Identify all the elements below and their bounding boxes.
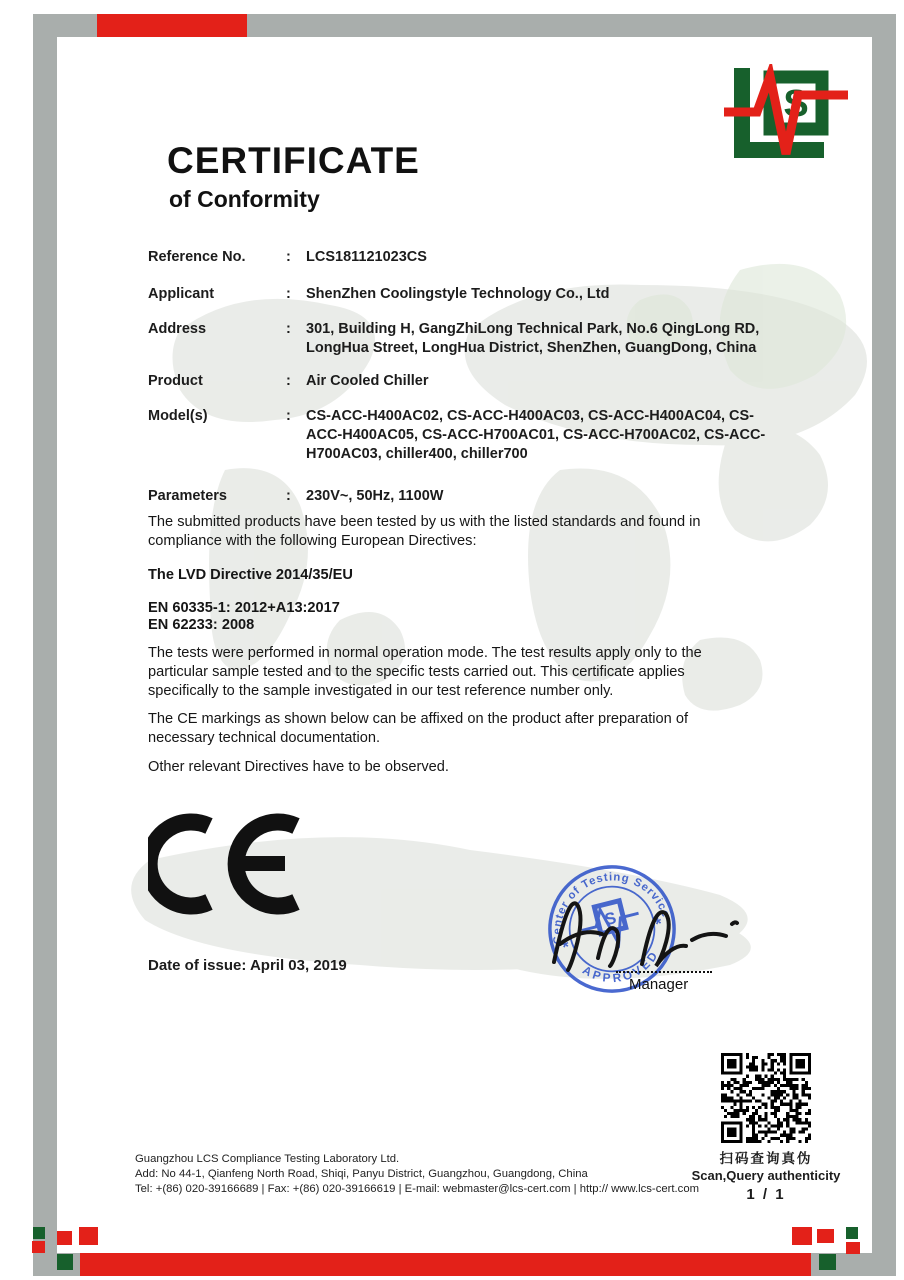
standard-line-2: EN 62233: 2008 <box>148 617 255 633</box>
page-number: 1 / 1 <box>746 1186 786 1203</box>
field-value: CS-ACC-H400AC02, CS-ACC-H400AC03, CS-ACC-H400AC04, CS-ACC-H400AC05, CS-ACC-H700AC01, CS-ACC-H700AC02, CS-ACC-H700AC03, chiller400, chiller700 <box>306 408 766 462</box>
field-row-applicant <box>148 285 788 304</box>
paragraph-intro: The submitted products have been tested by us with the listed standards and found in compliance with the following European Directives: <box>148 514 701 549</box>
field-label: Reference No. <box>148 249 246 265</box>
field-value: LCS181121023CS <box>306 249 427 265</box>
signature-role-label: Manager <box>629 976 689 993</box>
field-label: Parameters <box>148 488 227 504</box>
signature-line <box>616 971 712 973</box>
footer-contacts: Tel: +(86) 020-39166689 | Fax: +(86) 020-39166619 | E-mail: webmaster@lcs-cert.com | http:// www.lcs-cert.com <box>135 1183 700 1195</box>
field-row-product <box>148 372 788 391</box>
qr-caption-english: Scan,Query authenticity <box>691 1168 841 1183</box>
qr-code <box>680 1053 852 1143</box>
footer-address: Add: No 44-1, Qianfeng North Road, Shiqi, Panyu District, Guangzhou, Guangdong, China <box>135 1168 588 1180</box>
field-value: ShenZhen Coolingstyle Technology Co., Ltd <box>306 286 610 302</box>
stamp-top-text: Center of Testing Service <box>551 871 672 945</box>
field-colon: : <box>286 408 291 424</box>
stamp-bottom-text: APPROVED <box>580 947 662 986</box>
qr-caption-chinese: 扫码查询真伪 <box>719 1151 813 1166</box>
paragraph-ce-markings: The CE markings as shown below can be affixed on the product after preparation of necessary technical documentation. <box>148 711 689 746</box>
ce-mark-logo <box>148 810 304 918</box>
paragraph-other-directives: Other relevant Directives have to be observed. <box>148 759 449 775</box>
qr-block <box>680 1053 852 1203</box>
field-value: 301, Building H, GangZhiLong Technical Park, No.6 QingLong RD, LongHua Street, LongHua District, ShenZhen, GuangDong, China <box>306 321 760 356</box>
field-row-parameters <box>148 487 788 506</box>
stamp-star-right: * <box>653 913 665 934</box>
field-value: 230V~, 50Hz, 1100W <box>306 488 444 504</box>
stamp-center-letter: S <box>602 908 619 930</box>
field-colon: : <box>286 249 291 265</box>
field-colon: : <box>286 321 291 337</box>
standard-line-1: EN 60335-1: 2012+A13:2017 <box>148 600 340 616</box>
date-of-issue: Date of issue: April 03, 2019 <box>148 957 347 974</box>
field-colon: : <box>286 488 291 504</box>
page-subtitle: of Conformity <box>169 186 320 212</box>
page-title: CERTIFICATE <box>167 140 420 181</box>
field-label: Applicant <box>148 286 215 302</box>
field-row-address <box>148 320 788 358</box>
lcs-logo-letter: S <box>783 83 809 125</box>
field-label: Product <box>148 373 203 389</box>
field-row-models <box>148 407 788 464</box>
field-value: Air Cooled Chiller <box>306 373 429 389</box>
stamp-star-left: * <box>560 936 572 957</box>
footer-lab-name: Guangzhou LCS Compliance Testing Laboratory Ltd. <box>135 1153 400 1165</box>
field-label: Address <box>148 321 207 337</box>
field-colon: : <box>286 286 291 302</box>
paragraph-tests: The tests were performed in normal operation mode. The test results apply only to the particular sample tested and to the specific tests carried out. This certificate applies specifically to the sample investigated in our test reference number only. <box>148 645 702 699</box>
field-row-reference <box>148 248 788 267</box>
field-label: Model(s) <box>148 408 208 424</box>
paragraph-lvd-directive: The LVD Directive 2014/35/EU <box>148 567 353 583</box>
lab-footer <box>135 1152 699 1197</box>
manager-signature <box>546 884 741 984</box>
lcs-logo <box>724 64 848 164</box>
field-colon: : <box>286 373 291 389</box>
